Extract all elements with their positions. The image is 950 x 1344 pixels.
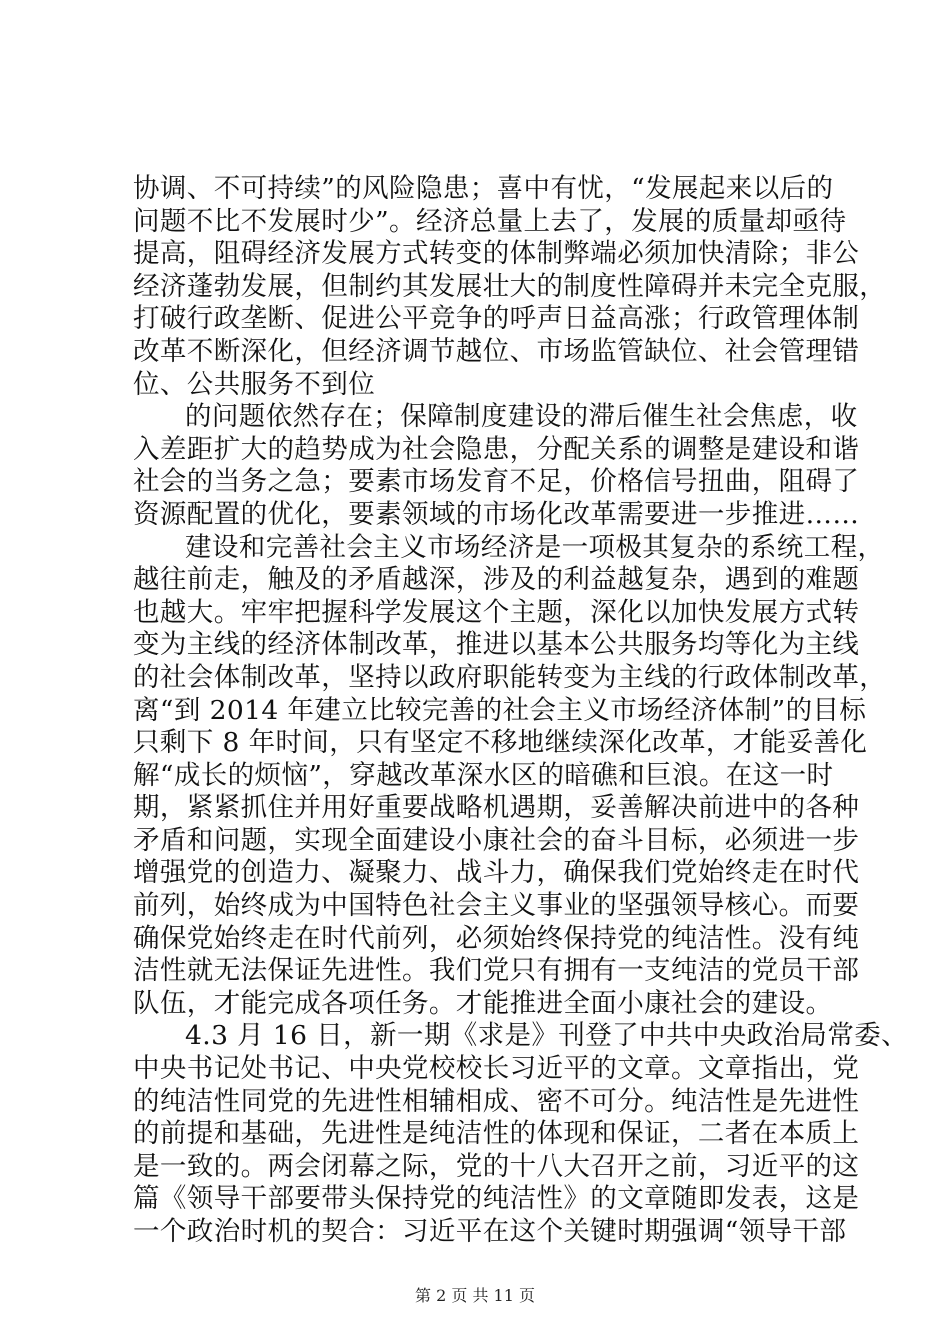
text-line: 前列，始终成为中国特色社会主义事业的坚强领导核心。而要 [133,890,860,922]
page-footer: 第 2 页 共 11 页 [415,1286,535,1305]
text-line: 一个政治时机的契合：习近平在这个关键时期强调“领导干部 [133,1216,847,1247]
text-line: 经济蓬勃发展，但制约其发展壮大的制度性障碍并未完全克服， [133,270,887,302]
text-line: 入差距扩大的趋势成为社会隐患，分配关系的调整是建设和谐 [133,433,860,465]
text-line: 的纯洁性同党的先进性相辅相成、密不可分。纯洁性是先进性 [133,1085,860,1117]
text-line: 变为主线的经济体制改革，推进以基本公共服务均等化为主线 [133,629,860,661]
text-line: 期，紧紧抓住并用好重要战略机遇期，妥善解决前进中的各种 [133,792,860,824]
text-line: 篇《领导干部要带头保持党的纯洁性》的文章随即发表，这是 [133,1183,860,1215]
text-line: 离“到 2014 年建立比较完善的社会主义市场经济体制”的目标 [133,694,867,726]
document-body [133,173,909,1249]
text-line: 队伍，才能完成各项任务。才能推进全面小康社会的建设。 [133,987,833,1019]
text-line: 只剩下 8 年时间，只有坚定不移地继续深化改革，才能妥善化 [133,727,868,759]
text-line: 洁性就无法保证先进性。我们党只有拥有一支纯洁的党员干部 [133,955,860,987]
text-line: 问题不比不发展时少”。经济总量上去了，发展的质量却亟待 [133,205,847,237]
text-line: 矛盾和问题，实现全面建设小康社会的奋斗目标，必须进一步 [133,824,860,856]
text-line: 资源配置的优化，要素领域的市场化改革需要进一步推进…… [133,498,860,530]
text-line: 位、公共服务不到位 [133,368,376,400]
text-line: 增强党的创造力、凝聚力、战斗力，确保我们党始终走在时代 [133,857,860,889]
text-line: 确保党始终走在时代前列，必须始终保持党的纯洁性。没有纯 [133,922,860,954]
text-line: 也越大。牢牢把握科学发展这个主题，深化以加快发展方式转 [133,596,860,628]
text-line: 中央书记处书记、中央党校校长习近平的文章。文章指出，党 [133,1053,860,1085]
text-line: 的社会体制改革，坚持以政府职能转变为主线的行政体制改革， [133,661,887,693]
text-line: 社会的当务之急；要素市场发育不足，价格信号扭曲，阻碍了 [133,466,860,498]
text-line: 建设和完善社会主义市场经济是一项极其复杂的系统工程， [185,531,885,563]
text-line: 的前提和基础，先进性是纯洁性的体现和保证，二者在本质上 [133,1118,860,1150]
text-line: 越往前走，触及的矛盾越深，涉及的利益越复杂，遇到的难题 [133,564,860,596]
text-line: 解“成长的烦恼”，穿越改革深水区的暗礁和巨浪。在这一时 [133,759,834,791]
text-line: 的问题依然存在；保障制度建设的滞后催生社会焦虑，收 [185,401,858,433]
text-line: 4.3 月 16 日，新一期《求是》刊登了中共中央政治局常委、 [185,1020,909,1052]
text-line: 是一致的。两会闭幕之际，党的十八大召开之前，习近平的这 [133,1150,860,1182]
text-line: 改革不断深化，但经济调节越位、市场监管缺位、社会管理错 [133,335,860,367]
text-line: 打破行政垄断、促进公平竞争的呼声日益高涨；行政管理体制 [133,303,860,335]
text-line: 提高，阻碍经济发展方式转变的体制弊端必须加快清除；非公 [133,238,860,270]
text-line: 协调、不可持续”的风险隐患；喜中有忧，“发展起来以后的 [133,173,834,204]
